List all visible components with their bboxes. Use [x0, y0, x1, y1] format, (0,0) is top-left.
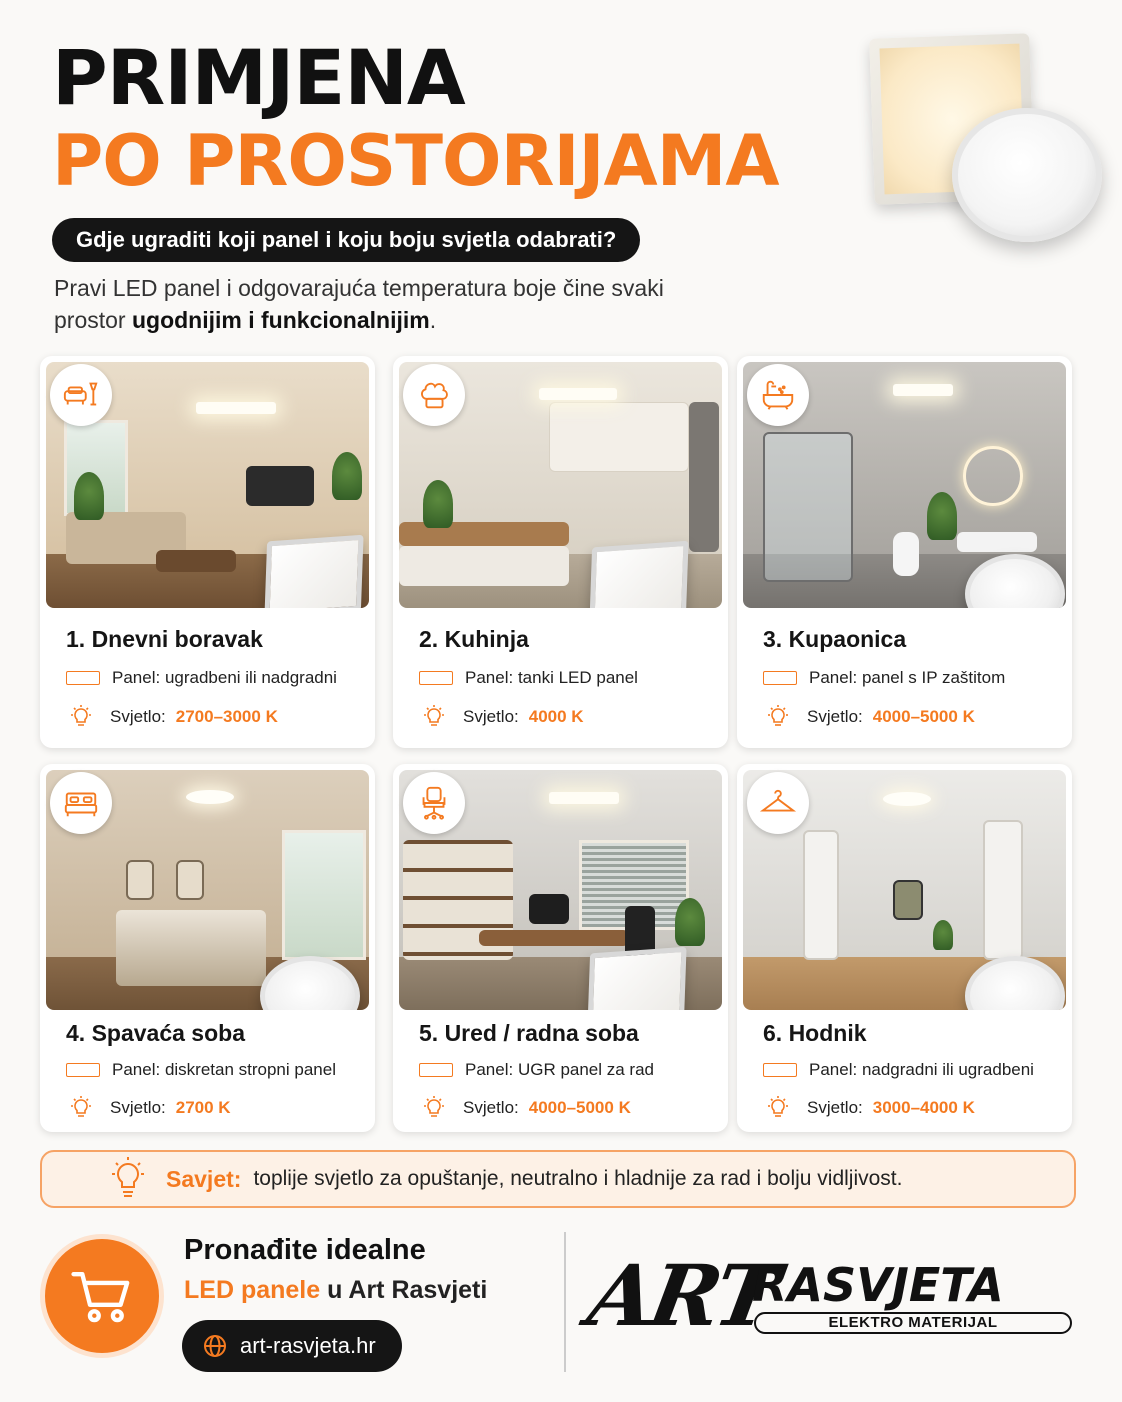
- light-label: Svjetlo:: [463, 1098, 519, 1117]
- panel-row: [763, 668, 1005, 688]
- tip-text: toplije svjetlo za opuštanje, neutralno i hladnije za rad i bolju vidljivost.: [253, 1167, 903, 1190]
- light-label: Svjetlo:: [807, 707, 863, 726]
- panel-value: ugradbeni ili nadgradni: [164, 668, 337, 687]
- intro-bold: ugodnijim i funkcionalnijim: [131, 307, 430, 333]
- light-row: [66, 704, 278, 730]
- light-row: [763, 1095, 975, 1121]
- logo-rasvjeta: RASVJETA: [752, 1258, 1004, 1312]
- bulb-icon: [419, 704, 449, 730]
- light-label: Svjetlo:: [110, 707, 166, 726]
- website-url: art-rasvjeta.hr: [240, 1333, 376, 1358]
- room-card-hallway: [737, 764, 1072, 1132]
- panel-row: [763, 1060, 1034, 1080]
- light-label: Svjetlo:: [110, 1098, 166, 1117]
- title-line-2: PO PROSTORIJAMA: [52, 120, 779, 202]
- bulb-icon: [763, 704, 793, 730]
- light-value: 3000–4000 K: [872, 1098, 975, 1117]
- panel-row: [66, 1060, 336, 1080]
- logo-subtitle: ELEKTRO MATERIJAL: [754, 1312, 1072, 1334]
- panel-label: Panel:: [465, 1060, 514, 1079]
- shopping-cart-icon[interactable]: [40, 1234, 164, 1358]
- room-title: 6. Hodnik: [763, 1020, 867, 1046]
- bulb-icon: [66, 704, 96, 730]
- intro-part: Pravi LED panel i odgovarajuća temperatura boje čine svaki prostor: [54, 275, 664, 333]
- room-card-living-room: [40, 356, 375, 748]
- cta-rest: u Art Rasvjeti: [320, 1276, 488, 1304]
- globe-icon: [202, 1333, 228, 1359]
- light-label: Svjetlo:: [463, 707, 519, 726]
- panel-rect-icon: [66, 671, 100, 685]
- intro-text: [54, 272, 694, 336]
- room-card-bathroom: [737, 356, 1072, 748]
- room-title: 5. Ured / radna soba: [419, 1020, 639, 1046]
- panel-label: Panel:: [465, 668, 514, 687]
- room-title: 4. Spavaća soba: [66, 1020, 245, 1046]
- panel-value: UGR panel za rad: [517, 1060, 655, 1079]
- office-chair-icon: [403, 772, 465, 834]
- lightbulb-icon: [100, 1156, 156, 1202]
- bulb-icon: [419, 1095, 449, 1121]
- panel-rect-icon: [66, 1063, 100, 1077]
- panel-row: [419, 668, 638, 688]
- room-card-office: [393, 764, 728, 1132]
- cta-subheading: [184, 1276, 487, 1305]
- tip-banner: [40, 1150, 1076, 1208]
- panel-label: Panel:: [112, 1060, 161, 1079]
- light-label: Svjetlo:: [807, 1098, 863, 1117]
- panel-row: [419, 1060, 654, 1080]
- light-row: [419, 1095, 631, 1121]
- room-card-bedroom: [40, 764, 375, 1132]
- logo-art: ART: [581, 1246, 783, 1345]
- sofa-lamp-icon: [50, 364, 112, 426]
- hanger-icon: [747, 772, 809, 834]
- panel-rect-icon: [419, 1063, 453, 1077]
- light-row: [419, 704, 584, 730]
- panel-value: tanki LED panel: [517, 668, 638, 687]
- panel-rect-icon: [763, 671, 797, 685]
- cta-highlight: LED panele: [184, 1276, 321, 1304]
- light-value: 2700–3000 K: [175, 707, 278, 726]
- room-title: 2. Kuhinja: [419, 626, 529, 652]
- footer-divider: [564, 1232, 566, 1372]
- website-link[interactable]: [182, 1320, 402, 1372]
- panel-label: Panel:: [112, 668, 161, 687]
- cta-heading: Pronađite idealne: [184, 1234, 426, 1266]
- bed-icon: [50, 772, 112, 834]
- bulb-icon: [763, 1095, 793, 1121]
- panel-rect-icon: [419, 671, 453, 685]
- light-row: [763, 704, 975, 730]
- intro-end: .: [429, 307, 437, 333]
- light-value: 4000 K: [528, 707, 584, 726]
- title-line-1: PRIMJENA: [52, 33, 465, 122]
- chef-hat-icon: [403, 364, 465, 426]
- light-row: [66, 1095, 231, 1121]
- bathtub-icon: [747, 364, 809, 426]
- panel-value: nadgradni ili ugradbeni: [861, 1060, 1034, 1079]
- light-value: 2700 K: [175, 1098, 231, 1117]
- question-banner: Gdje ugraditi koji panel i koju boju svjetla odabrati?: [52, 218, 640, 262]
- panel-row: [66, 668, 337, 688]
- tip-label: Savjet:: [166, 1165, 242, 1192]
- panel-label: Panel:: [809, 1060, 858, 1079]
- panel-value: panel s IP zaštitom: [861, 668, 1006, 687]
- room-card-kitchen: [393, 356, 728, 748]
- bulb-icon: [66, 1095, 96, 1121]
- panel-rect-icon: [763, 1063, 797, 1077]
- panel-value: diskretan stropni panel: [164, 1060, 336, 1079]
- light-value: 4000–5000 K: [872, 707, 975, 726]
- light-value: 4000–5000 K: [528, 1098, 631, 1117]
- panel-label: Panel:: [809, 668, 858, 687]
- room-title: 3. Kupaonica: [763, 626, 907, 652]
- room-title: 1. Dnevni boravak: [66, 626, 263, 652]
- hero-round-panel-image: [952, 108, 1102, 242]
